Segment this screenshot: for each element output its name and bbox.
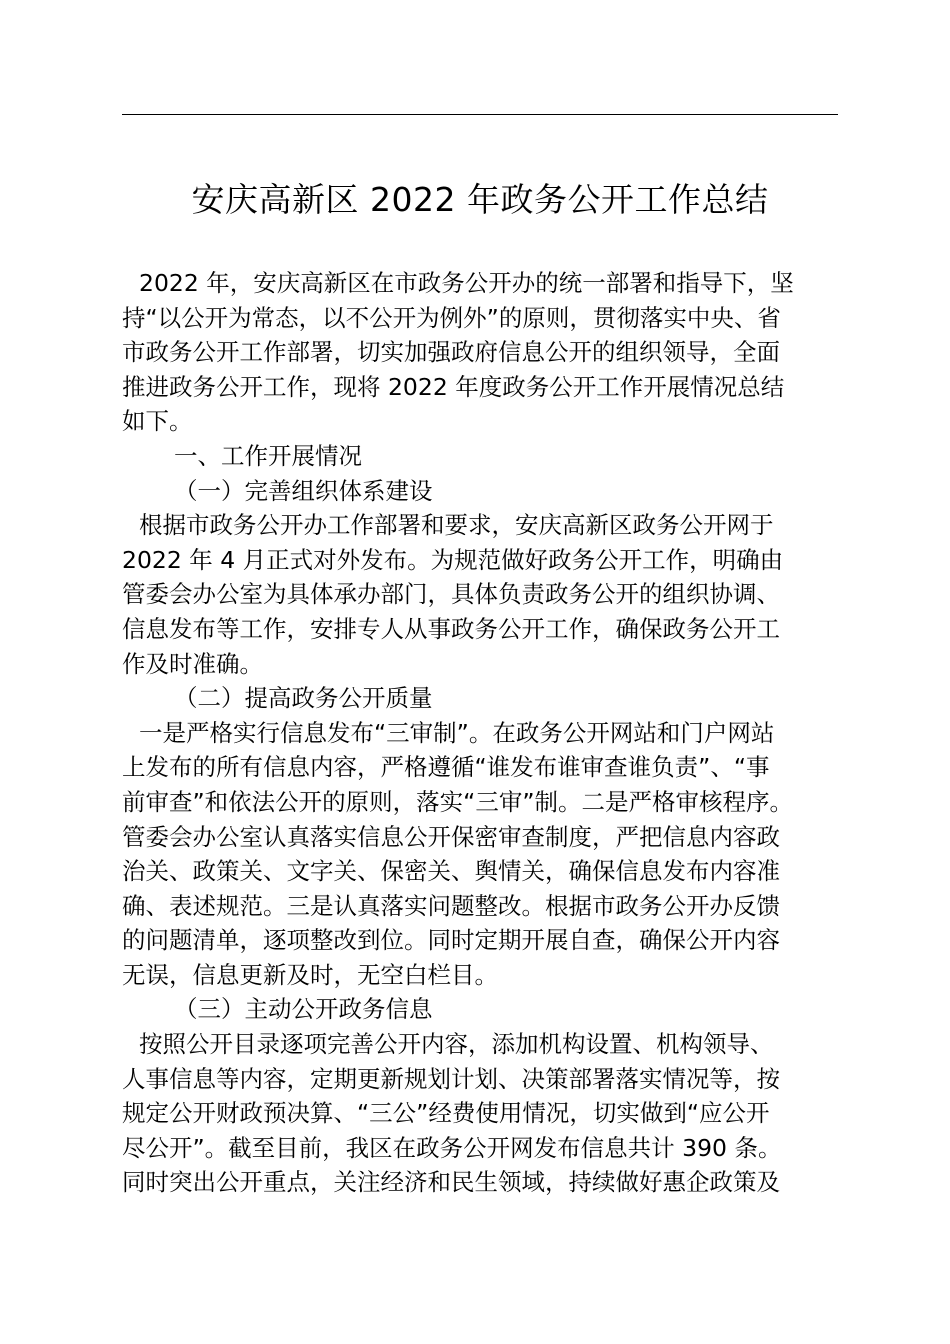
body-line: 一是严格实行信息发布“三审制”。在政务公开网站和门户网站 bbox=[139, 718, 775, 747]
body-line: 2022 年，安庆高新区在市政务公开办的统一部署和指导下，坚 bbox=[139, 269, 794, 297]
section-heading: 一、工作开展情况 bbox=[174, 441, 362, 470]
body-line: 管委会办公室认真落实信息公开保密审查制度，严把信息内容政 bbox=[122, 822, 780, 851]
body-line: 前审查”和依法公开的原则，落实“三审”制。二是严格审核程序。 bbox=[122, 787, 794, 816]
body-line: 按照公开目录逐项完善公开内容，添加机构设置、机构领导、 bbox=[139, 1030, 774, 1059]
body-line: 的问题清单，逐项整改到位。同时定期开展自查，确保公开内容 bbox=[122, 926, 780, 955]
body-line: 持“以公开为常态，以不公开为例外”的原则，贯彻落实中央、省 bbox=[122, 303, 781, 332]
header-rule bbox=[122, 114, 838, 115]
document-title: 安庆高新区 2022 年政务公开工作总结 bbox=[191, 180, 769, 219]
body-line: 尽公开”。截至目前，我区在政务公开网发布信息共计 390 条。 bbox=[122, 1133, 782, 1162]
section-heading: （一）完善组织体系建设 bbox=[174, 476, 433, 505]
body-line: 治关、政策关、文字关、保密关、舆情关，确保信息发布内容准 bbox=[122, 857, 780, 886]
body-line: 人事信息等内容，定期更新规划计划、决策部署落实情况等，按 bbox=[122, 1064, 780, 1093]
body-line: 上发布的所有信息内容，严格遵循“谁发布谁审查谁负责”、“事 bbox=[122, 753, 770, 782]
body-line: 推进政务公开工作，现将 2022 年度政务公开工作开展情况总结 bbox=[122, 372, 785, 401]
body-line: 无误，信息更新及时，无空白栏目。 bbox=[122, 960, 498, 989]
body-line: 确、表述规范。三是认真落实问题整改。根据市政务公开办反馈 bbox=[122, 891, 780, 920]
body-line: 同时突出公开重点，关注经济和民生领域，持续做好惠企政策及 bbox=[122, 1168, 780, 1197]
section-heading: （三）主动公开政务信息 bbox=[174, 995, 433, 1024]
body-line: 信息发布等工作，安排专人从事政务公开工作，确保政务公开工 bbox=[122, 614, 780, 643]
section-heading: （二）提高政务公开质量 bbox=[174, 684, 433, 713]
body-line: 作及时准确。 bbox=[122, 649, 263, 678]
body-line: 如下。 bbox=[122, 407, 193, 436]
document-body bbox=[122, 266, 844, 1200]
body-line: 2022 年 4 月正式对外发布。为规范做好政务公开工作，明确由 bbox=[122, 545, 784, 574]
body-line: 根据市政务公开办工作部署和要求，安庆高新区政务公开网于 bbox=[139, 511, 774, 540]
body-line: 管委会办公室为具体承办部门，具体负责政务公开的组织协调、 bbox=[122, 580, 780, 609]
body-line: 规定公开财政预决算、“三公”经费使用情况，切实做到“应公开 bbox=[122, 1099, 770, 1128]
body-line: 市政务公开工作部署，切实加强政府信息公开的组织领导，全面 bbox=[122, 338, 780, 367]
